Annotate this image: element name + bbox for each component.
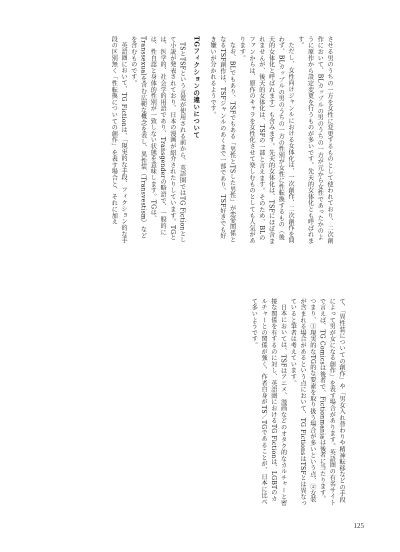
paragraph: TSとTSFという言葉が使用される前から、英語圏ではTG Fictionとして小説が発表されており、日本の漫画が紹介されたりしています。TGとは、医学的、社会学的用語であり、Transgenderの略語で、一般的には、性自認と身体的性別が一致しない状態を意味します。TGは、Transsexualを含む広範な概念を表し、異性装（Transvestism）などを含むものです。 bbox=[129, 36, 186, 244]
upper-text-column bbox=[36, 36, 334, 245]
paragraph: させる男のうちの一方を女性に変更するものとして使われており、二次創作において、BLカップルの男のうちの一方が元から女性であったかのように原作から設定変更を行うものが多いです。先天的女体化とも呼ばれます。 bbox=[296, 36, 333, 244]
section-heading: TGフィクションの違いについて bbox=[192, 36, 201, 139]
paragraph: 日本においては、TSFはアニメ、漫画などのオタク的なカルチャーと密接な関係を有するのに対し、英語圏におけるTG Fictionは、LGBTのカルチャーとの関係が強く、作者自身がTS／TGであることが、日本に比べて多いようです。 bbox=[250, 298, 287, 507]
paragraph: なお、BLでもあり、TSFでもある「男性とTSした男性」が恋愛関係となるTSF創作は、TSFジャンルのあくまで一部であり、TSF好きでも好き嫌いが分かれるようです。 bbox=[209, 36, 236, 243]
paragraph: ただし、女性向けジャンルにおける女体化は、一次創作、二次創作を問わず、BLカップルの男のうちの一方の性別が女性に性転換するもの（後天的女体化と呼ばれます）も含みます。先天的女体化は、TSFにほぼ含まれませんが、後天的女体化は、TSFの一部と言えます。そのため、BLのファンからは、原作のキャラを女性化させて楽しむものとしても人気があります。 bbox=[238, 36, 294, 245]
page-number: 125 bbox=[353, 522, 364, 530]
paragraph: て、「異性装についての創作」や「男女入れ替わりや精神転移などの手段によって男が女になる創作」を表す場合があります。英語圏の有名サイトで言えば、TG Comicsは後者で、Fictionmaniaは後者に当たります。つまり、①現実的なTG的な要素を取り扱う場合が多いという点、②女装が含まれる場合があるという点において、TG FictionsはTSFとは異なっていると筆者は考えています。 bbox=[289, 298, 345, 507]
lower-text-column bbox=[36, 298, 346, 507]
paragraph: 英語圏において、TG Fictionは、「現実的な手段、フィクション的な手段の区別無く「性転換についての創作」を表す場合と、それに加え bbox=[110, 36, 127, 244]
